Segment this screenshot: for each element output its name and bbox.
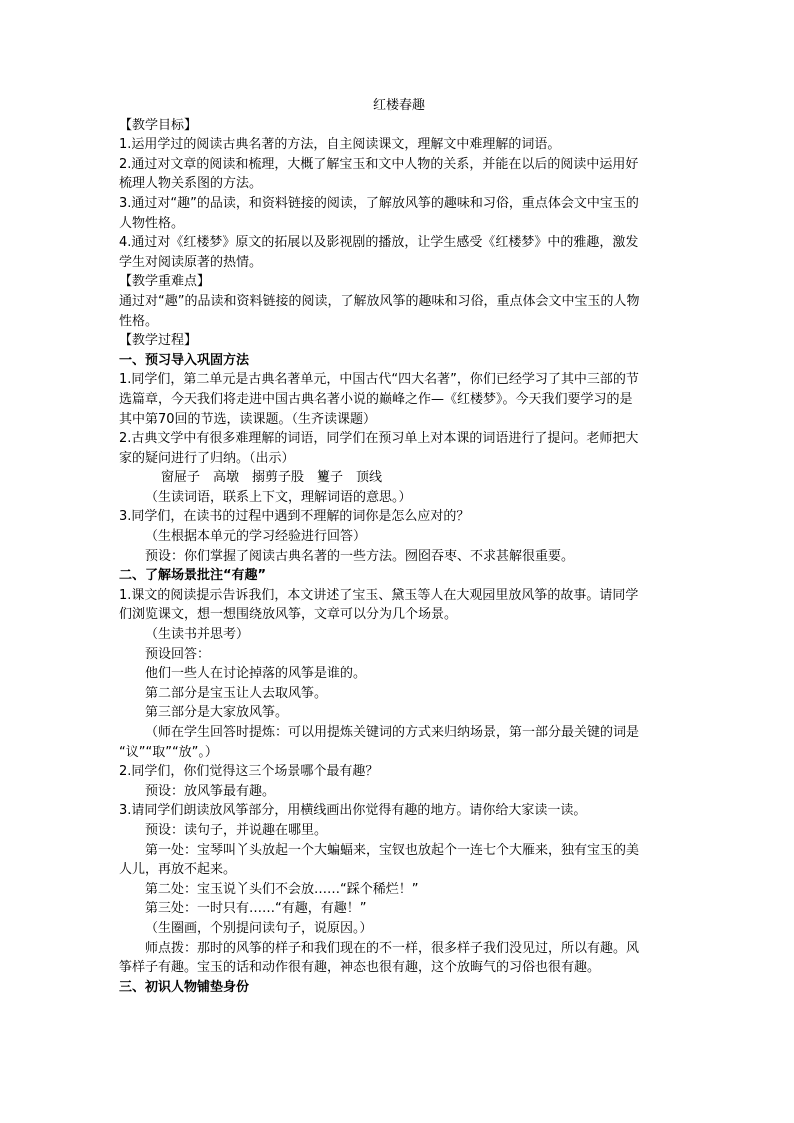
- body-text-line: 2.同学们，你们觉得这三个场景哪个最有趣？: [119, 764, 379, 780]
- body-text-line: 1.运用学过的阅读古典名著的方法，自主阅读课文，理解文中难理解的词语。: [119, 137, 561, 153]
- body-text-line: 第三处：一时只有……“有趣，有趣！”: [145, 901, 367, 917]
- body-text-line: 【教学目标】: [119, 117, 198, 133]
- body-text-line: 选篇章，今天我们将走进中国古典名著小说的巅峰之作—《红楼梦》。今天我们要学习的是: [119, 391, 633, 407]
- body-text-line: 1.课文的阅读提示告诉我们，本文讲述了宝玉、黛玉等人在大观园里放风筝的故事。请同学: [119, 587, 639, 603]
- body-text-line: 预设：你们掌握了阅读古典名著的一些方法。囫囵吞枣、不求甚解很重要。: [145, 548, 575, 564]
- body-text-line: 们浏览课文，想一想围绕放风筝，文章可以分为几个场景。: [119, 607, 458, 623]
- body-text-line: 梳理人物关系图的方法。: [119, 176, 263, 192]
- body-text-line: 第一处：宝琴叫丫头放起一个大蝙蝠来，宝钗也放起个一连七个大雁来，独有宝玉的美: [145, 842, 640, 858]
- body-text-line: （师在学生回答时提炼：可以用提炼关键词的方式来归纳场景，第一部分最关键的词是: [145, 725, 640, 740]
- document-title: 红楼春趣: [372, 98, 425, 113]
- body-text-line: 家的疑问进行了归纳。（出示）: [119, 450, 295, 466]
- body-text-line: 学生对阅读原著的热情。: [119, 254, 263, 270]
- body-text-line: 2.通过对文章的阅读和梳理，大概了解宝玉和文中人物的关系，并能在以后的阅读中运用好: [119, 156, 639, 172]
- body-text-line: 预设：放风筝最有趣。: [145, 783, 276, 799]
- section-heading: 一、预习导入巩固方法: [119, 352, 250, 368]
- section-heading: 三、初识人物铺垫身份: [119, 979, 250, 995]
- body-text-line: 第二部分是宝玉让人去取风筝。: [145, 685, 328, 701]
- body-text-line: （生读书并思考）: [145, 627, 250, 643]
- body-text-line: 他们一些人在讨论掉落的风筝是谁的。: [145, 666, 367, 682]
- body-text-line: 筝样子有趣。宝玉的话和动作很有趣，神态也很有趣，这个放晦气的习俗也很有趣。: [119, 960, 601, 976]
- body-text-line: 3.同学们，在读书的过程中遇到不理解的词你是怎么应对的？: [119, 509, 470, 525]
- body-text-line: 人儿，再放不起来。: [119, 862, 237, 878]
- body-text-line: 4.通过对《红楼梦》原文的拓展以及影视剧的播放，让学生感受《红楼梦》中的雅趣，激发: [119, 235, 639, 251]
- body-text-line: 1.同学们，第二单元是古典名著单元，中国古代“四大名著”，你们已经学习了其中三部的节: [119, 372, 639, 388]
- section-heading: 二、了解场景批注“有趣”: [119, 568, 267, 584]
- document-page: [119, 96, 679, 997]
- body-text-line: 3.请同学们朗读放风筝部分，用横线画出你觉得有趣的地方。请你给大家读一读。: [119, 803, 587, 819]
- body-text-line: （生圈画，个别提问读句子，说原因。）: [145, 920, 373, 936]
- body-text-line: 人物性格。: [119, 215, 185, 231]
- body-text-line: 预设：读句子，并说趣在哪里。: [145, 822, 328, 838]
- body-text-line: 预设回答：: [145, 646, 211, 662]
- body-text-line: 其中第70回的节选，读课题。（生齐读课题）: [119, 411, 377, 427]
- body-text-line: 通过对“趣”的品读和资料链接的阅读，了解放风筝的趣味和习俗，重点体会文中宝玉的人物: [119, 293, 640, 309]
- body-text-line: 【教学重难点】: [119, 274, 211, 290]
- body-text-line: 第三部分是大家放风筝。: [145, 705, 289, 721]
- body-text-line: 师点拨：那时的风筝的样子和我们现在的不一样，很多样子我们没见过，所以有趣。风: [145, 940, 640, 956]
- body-text-line: “议”“取”“放”。）: [119, 744, 218, 760]
- body-text-line: （生根据本单元的学习经验进行回答）: [145, 529, 367, 545]
- body-text-line: 第二处：宝玉说丫头们不会放……“踩个稀烂！”: [145, 881, 419, 897]
- body-text-line: 3.通过对“趣”的品读，和资料链接的阅读，了解放风筝的趣味和习俗，重点体会文中宝玉的: [119, 195, 639, 211]
- body-text-line: 窗屉子 高墩 搦剪子股 籰子 顶线: [161, 470, 383, 486]
- body-text-line: （生读词语，联系上下文，理解词语的意思。）: [145, 489, 412, 505]
- document-body: [119, 116, 679, 998]
- body-text-line: 【教学过程】: [119, 333, 198, 349]
- body-text-line: 2.古典文学中有很多难理解的词语，同学们在预习单上对本课的词语进行了提问。老师把大: [119, 431, 639, 447]
- body-text-line: 性格。: [119, 313, 159, 329]
